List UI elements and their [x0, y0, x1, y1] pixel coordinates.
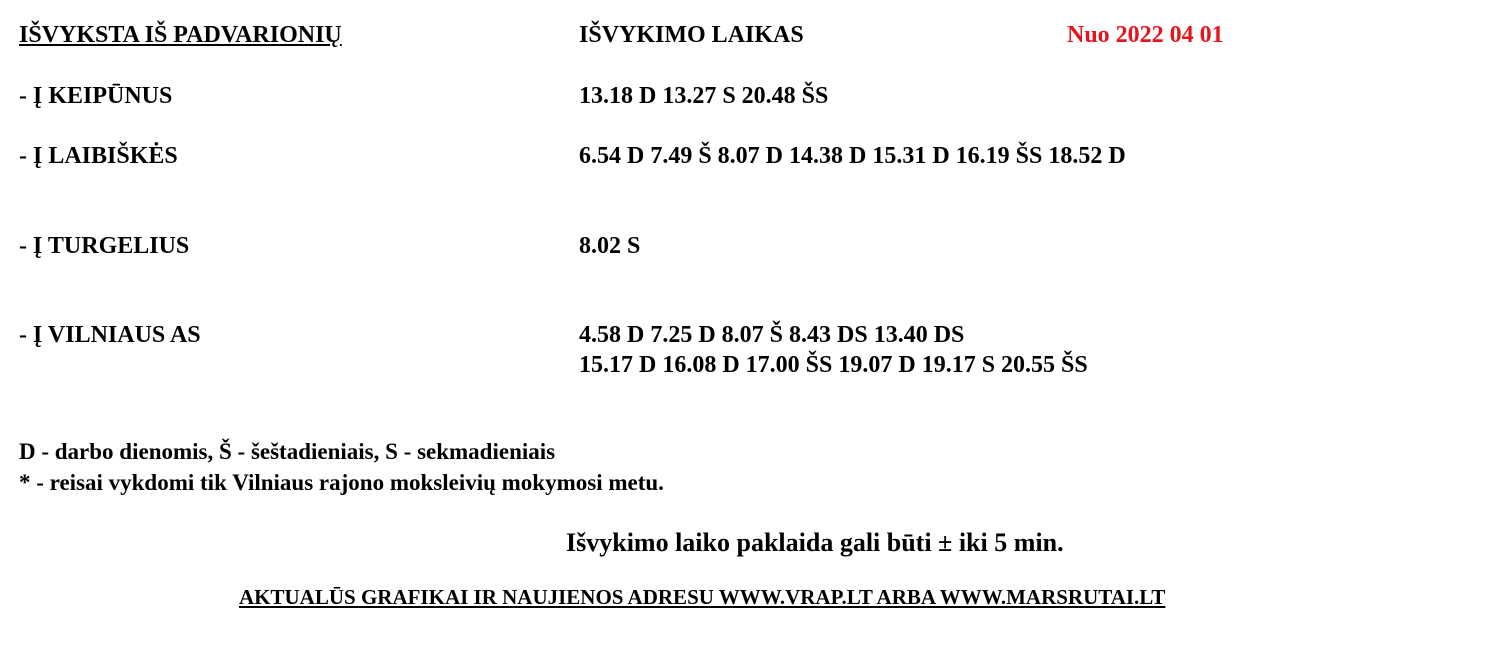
route-times-vilnius — [579, 320, 1088, 380]
route-destination-laibiskes: - Į LAIBIŠKĖS — [19, 143, 178, 169]
route-destination-turgeliai: - Į TURGELIUS — [19, 233, 190, 259]
website-links-line: AKTUALŪS GRAFIKAI IR NAUJIENOS ADRESU WWW.VRAP.LT ARBA WWW.MARSRUTAI.LT — [239, 585, 1166, 609]
times-line: 13.18 D 13.27 S 20.48 ŠS — [579, 83, 829, 109]
tolerance-note: Išvykimo laiko paklaida gali būti ± iki 5 min. — [566, 528, 1064, 557]
valid-from-date: Nuo 2022 04 01 — [1067, 22, 1224, 48]
times-line: 8.02 S — [579, 233, 641, 259]
route-destination-keipunai: - Į KEIPŪNUS — [19, 83, 173, 109]
route-times-laibiskes — [579, 141, 1126, 171]
legend-days: D - darbo dienomis, Š - šeštadieniais, S - sekmadieniais — [19, 439, 556, 464]
times-line: 4.58 D 7.25 D 8.07 Š 8.43 DS 13.40 DS — [579, 322, 965, 348]
route-destination-vilnius: - Į VILNIAUS AS — [19, 322, 201, 348]
route-times-turgeliai — [579, 231, 640, 261]
times-line: 15.17 D 16.08 D 17.00 ŠS 19.07 D 19.17 S 20.55 ŠS — [579, 352, 1088, 378]
legend-asterisk: * - reisai vykdomi tik Vilniaus rajono moksleivių mokymosi metu. — [19, 470, 664, 495]
departure-time-title: IŠVYKIMO LAIKAS — [579, 22, 804, 48]
times-line: 6.54 D 7.49 Š 8.07 D 14.38 D 15.31 D 16.19 ŠS 18.52 D — [579, 143, 1126, 169]
route-times-keipunai — [579, 81, 828, 111]
departure-origin-title: IŠVYKSTA IŠ PADVARIONIŲ — [19, 22, 342, 48]
